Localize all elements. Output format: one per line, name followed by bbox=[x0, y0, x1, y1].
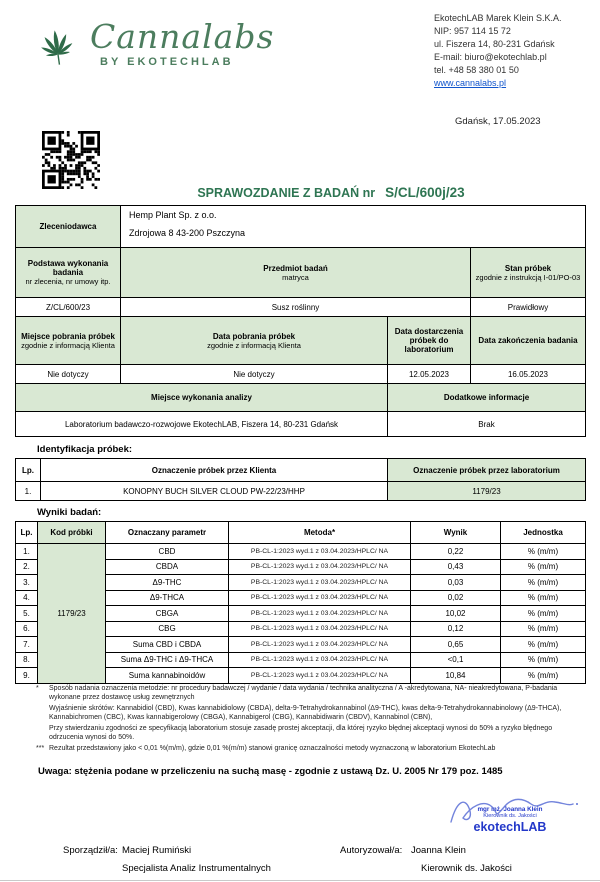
state-label: Stan próbek bbox=[504, 263, 552, 273]
footnote bbox=[15, 705, 587, 723]
delivery-date-header-cell: Data dostarczenia próbek do laboratorium bbox=[388, 317, 471, 365]
res-result-cell: 0,22 bbox=[411, 544, 501, 560]
report-title bbox=[0, 184, 600, 202]
end-date-header-cell: Data zakończenia badania bbox=[471, 317, 586, 365]
res-method-cell: PB-CL-1:2023 wyd.1 z 03.04.2023/HPLC/ NA bbox=[229, 590, 411, 606]
footnote-text: Rezultat przedstawiony jako < 0,01 %(m/m), gdzie 0,01 %(m/m) stanowi granicę oznaczalności metody wyznaczoną w laboratorium EkotechLab bbox=[49, 745, 496, 753]
sample-code-cell: 1179/23 bbox=[38, 544, 106, 684]
footnote-text: Sposób nadania oznaczenia metodzie: nr procedury badawczej / wydanie / data wydania / technika analityczna / A -akredytowana, NA- nieakredytowana, P-badania wykonane przez dostawcę usług zewnętrznych bbox=[49, 685, 558, 701]
res-param-cell: Suma CBD i CBDA bbox=[106, 637, 229, 653]
res-result-cell: <0,1 bbox=[411, 652, 501, 668]
prepared-by-name: Maciej Rumiński bbox=[122, 845, 192, 856]
id-lab-cell: 1179/23 bbox=[388, 482, 586, 501]
res-col-lp: Lp. bbox=[16, 522, 38, 544]
client-label-cell: Zleceniodawca bbox=[16, 206, 121, 248]
res-col-param: Oznaczany parametr bbox=[106, 522, 229, 544]
res-method-cell: PB-CL-1:2023 wyd.1 z 03.04.2023/HPLC/ NA bbox=[229, 637, 411, 653]
report-number: S/CL/600j/23 bbox=[385, 185, 465, 200]
res-param-cell: CBDA bbox=[106, 559, 229, 575]
analysis-place-header-cell: Miejsce wykonania analizy bbox=[16, 384, 388, 412]
info-row-headers-1 bbox=[16, 248, 586, 298]
info-row-headers-2 bbox=[16, 317, 586, 365]
res-result-cell: 0,02 bbox=[411, 590, 501, 606]
company-address: ul. Fiszera 14, 80-231 Gdańsk bbox=[434, 39, 555, 49]
brand-logo bbox=[32, 17, 275, 76]
basis-value-cell: Z/CL/600/23 bbox=[16, 298, 121, 317]
authorized-by-label: Autoryzował/a: bbox=[340, 845, 403, 856]
info-row-client bbox=[16, 206, 586, 248]
company-name: EkotechLAB Marek Klein S.K.A. bbox=[434, 13, 562, 23]
res-param-cell: Suma Δ9-THC i Δ9-THCA bbox=[106, 652, 229, 668]
res-param-cell: CBG bbox=[106, 621, 229, 637]
additional-value-cell: Brak bbox=[388, 412, 586, 437]
stamp-role: Kierownik ds. Jakości bbox=[483, 813, 537, 819]
authorized-by-name: Joanna Klein bbox=[411, 845, 466, 856]
sampling-place-value-cell: Nie dotyczy bbox=[16, 365, 121, 384]
res-result-cell: 0,43 bbox=[411, 559, 501, 575]
res-method-cell: PB-CL-1:2023 wyd.1 z 03.04.2023/HPLC/ NA bbox=[229, 575, 411, 591]
client-value-cell bbox=[121, 206, 586, 248]
qr-code-image bbox=[42, 131, 100, 189]
dry-mass-note: Uwaga: stężenia podane w przeliczeniu na suchą masę - zgodnie z ustawą Dz. U. 2005 Nr 179 poz. 1485 bbox=[38, 766, 503, 777]
stamp-name: mgr inż. Joanna Klein bbox=[477, 806, 543, 813]
footnote-marker: *** bbox=[36, 745, 45, 753]
id-col-client: Oznaczenie próbek przez Klienta bbox=[41, 459, 388, 482]
cannabis-leaf-icon bbox=[32, 20, 84, 76]
res-param-cell: Δ9-THCA bbox=[106, 590, 229, 606]
footnote bbox=[15, 745, 587, 754]
info-row-values-3 bbox=[16, 412, 586, 437]
sampling-date-value-cell: Nie dotyczy bbox=[121, 365, 388, 384]
res-col-method: Metoda* bbox=[229, 522, 411, 544]
sample-id-header-row bbox=[16, 459, 586, 482]
res-lp-cell: 2. bbox=[16, 559, 38, 575]
res-col-code: Kod próbki bbox=[38, 522, 106, 544]
footnote-marker bbox=[36, 725, 49, 743]
res-result-cell: 0,12 bbox=[411, 621, 501, 637]
subject-value-cell: Susz roślinny bbox=[121, 298, 471, 317]
delivery-date-value-cell: 12.05.2023 bbox=[388, 365, 471, 384]
res-method-cell: PB-CL-1:2023 wyd.1 z 03.04.2023/HPLC/ NA bbox=[229, 621, 411, 637]
sampling-date-sub: zgodnie z informacją Klienta bbox=[207, 340, 301, 350]
sampling-place-sub: zgodnie z informacją Klienta bbox=[21, 340, 115, 350]
state-value-cell: Prawidłowy bbox=[471, 298, 586, 317]
res-unit-cell: % (m/m) bbox=[501, 590, 586, 606]
res-unit-cell: % (m/m) bbox=[501, 606, 586, 622]
page-bottom-divider bbox=[0, 880, 600, 881]
res-col-unit: Jednostka bbox=[501, 522, 586, 544]
info-table bbox=[15, 205, 586, 437]
results-heading: Wyniki badań: bbox=[37, 507, 102, 518]
end-date-value-cell: 16.05.2023 bbox=[471, 365, 586, 384]
id-col-lp: Lp. bbox=[16, 459, 41, 482]
res-result-cell: 10,84 bbox=[411, 668, 501, 684]
authorized-by-role: Kierownik ds. Jakości bbox=[421, 863, 512, 874]
res-result-cell: 0,65 bbox=[411, 637, 501, 653]
sampling-place-header-cell bbox=[16, 317, 121, 365]
handwritten-signature-icon bbox=[443, 792, 583, 828]
res-lp-cell: 9. bbox=[16, 668, 38, 684]
res-lp-cell: 5. bbox=[16, 606, 38, 622]
res-param-cell: Suma kannabinoidów bbox=[106, 668, 229, 684]
res-method-cell: PB-CL-1:2023 wyd.1 z 03.04.2023/HPLC/ NA bbox=[229, 668, 411, 684]
res-lp-cell: 3. bbox=[16, 575, 38, 591]
footnote-text: Wyjaśnienie skrótów: Kannabidiol (CBD), Kwas kannabidiolowy (CBDA), delta-9-Tetrahydrokannabinol (Δ9-THC), kwas delta-9-Tetrahydrokannabinolowy (Δ9-THCA), Kannabichromen (CBC), Kwas kannabigerolowy (CBGA), Kannabigerol (CBG), Kannabidiwarin (CBDV), Kannabinol (CBN), bbox=[49, 705, 562, 721]
res-col-result: Wynik bbox=[411, 522, 501, 544]
client-address: Zdrojowa 8 43-200 Pszczyna bbox=[129, 228, 246, 238]
basis-sub: nr zlecenia, nr umowy itp. bbox=[25, 277, 111, 286]
footnote-marker: * bbox=[36, 685, 39, 692]
additional-header-cell: Dodatkowe informacje bbox=[388, 384, 586, 412]
client-name: Hemp Plant Sp. z o.o. bbox=[129, 210, 217, 220]
res-unit-cell: % (m/m) bbox=[501, 544, 586, 560]
res-lp-cell: 6. bbox=[16, 621, 38, 637]
company-nip: NIP: 957 114 15 72 bbox=[434, 26, 511, 36]
results-table bbox=[15, 521, 586, 684]
res-lp-cell: 8. bbox=[16, 652, 38, 668]
res-unit-cell: % (m/m) bbox=[501, 637, 586, 653]
footnote-text: Przy stwierdzaniu zgodności ze specyfikacją laboratorium stosuje zasadę prostej akceptacji, dla której ryzyko błędnej akceptacji wynosi do 50% a ryzyko błędnego odrzucenia wynosi do 50%. bbox=[49, 725, 553, 741]
info-row-values-2 bbox=[16, 365, 586, 384]
sampling-date-header-cell bbox=[121, 317, 388, 365]
sampling-date-label: Data pobrania próbek bbox=[212, 331, 296, 341]
info-row-values-1 bbox=[16, 298, 586, 317]
res-method-cell: PB-CL-1:2023 wyd.1 z 03.04.2023/HPLC/ NA bbox=[229, 606, 411, 622]
brand-name: Cannalabs bbox=[90, 17, 275, 56]
res-method-cell: PB-CL-1:2023 wyd.1 z 03.04.2023/HPLC/ NA bbox=[229, 559, 411, 575]
sample-id-row bbox=[16, 482, 586, 501]
sample-id-table bbox=[15, 458, 586, 501]
id-client-cell: KONOPNY BUCH SILVER CLOUD PW-22/23/HHP bbox=[41, 482, 388, 501]
id-lp-cell: 1. bbox=[16, 482, 41, 501]
website-link[interactable]: www.cannalabs.pl bbox=[434, 78, 507, 88]
res-unit-cell: % (m/m) bbox=[501, 668, 586, 684]
footnote bbox=[15, 725, 587, 743]
results-header-row bbox=[16, 522, 586, 544]
company-email: E-mail: biuro@ekotechlab.pl bbox=[434, 52, 547, 62]
footnotes-block bbox=[15, 685, 587, 757]
analysis-place-value-cell: Laboratorium badawczo-rozwojowe EkotechLAB, Fiszera 14, 80-231 Gdańsk bbox=[16, 412, 388, 437]
ekotechlab-logo: ekotechLAB bbox=[473, 820, 547, 834]
res-method-cell: PB-CL-1:2023 wyd.1 z 03.04.2023/HPLC/ NA bbox=[229, 652, 411, 668]
id-col-lab: Oznaczenie próbek przez laboratorium bbox=[388, 459, 586, 482]
footnote bbox=[15, 685, 587, 703]
info-row-headers-3 bbox=[16, 384, 586, 412]
res-param-cell: CBD bbox=[106, 544, 229, 560]
basis-header-cell bbox=[16, 248, 121, 298]
report-title-label: SPRAWOZDANIE Z BADAŃ nr bbox=[197, 186, 376, 200]
res-lp-cell: 4. bbox=[16, 590, 38, 606]
res-unit-cell: % (m/m) bbox=[501, 575, 586, 591]
place-date: Gdańsk, 17.05.2023 bbox=[455, 116, 541, 127]
sampling-place-label: Miejsce pobrania próbek bbox=[21, 331, 115, 341]
state-sub: zgodnie z instrukcją I-01/PO-03 bbox=[475, 272, 581, 282]
sample-id-heading: Identyfikacja próbek: bbox=[37, 444, 133, 455]
res-method-cell: PB-CL-1:2023 wyd.1 z 03.04.2023/HPLC/ NA bbox=[229, 544, 411, 560]
subject-sub: matryca bbox=[282, 272, 309, 282]
result-row bbox=[16, 544, 586, 560]
res-unit-cell: % (m/m) bbox=[501, 652, 586, 668]
res-unit-cell: % (m/m) bbox=[501, 621, 586, 637]
footnote-marker bbox=[36, 705, 49, 723]
res-param-cell: CBGA bbox=[106, 606, 229, 622]
brand-subtitle: BY EKOTECHLAB bbox=[100, 56, 234, 68]
prepared-by-role: Specjalista Analiz Instrumentalnych bbox=[122, 863, 271, 874]
company-phone: tel. +48 58 380 01 50 bbox=[434, 65, 519, 75]
lab-contact-block bbox=[434, 12, 562, 90]
subject-label: Przedmiot badań bbox=[263, 263, 328, 273]
prepared-by-label: Sporządził/a: bbox=[63, 845, 118, 856]
res-result-cell: 0,03 bbox=[411, 575, 501, 591]
res-unit-cell: % (m/m) bbox=[501, 559, 586, 575]
res-param-cell: Δ9-THC bbox=[106, 575, 229, 591]
subject-header-cell bbox=[121, 248, 471, 298]
state-header-cell bbox=[471, 248, 586, 298]
res-lp-cell: 7. bbox=[16, 637, 38, 653]
basis-label: Podstawa wykonania badania bbox=[27, 259, 109, 277]
res-result-cell: 10,02 bbox=[411, 606, 501, 622]
res-lp-cell: 1. bbox=[16, 544, 38, 560]
authorization-stamp bbox=[425, 806, 595, 834]
